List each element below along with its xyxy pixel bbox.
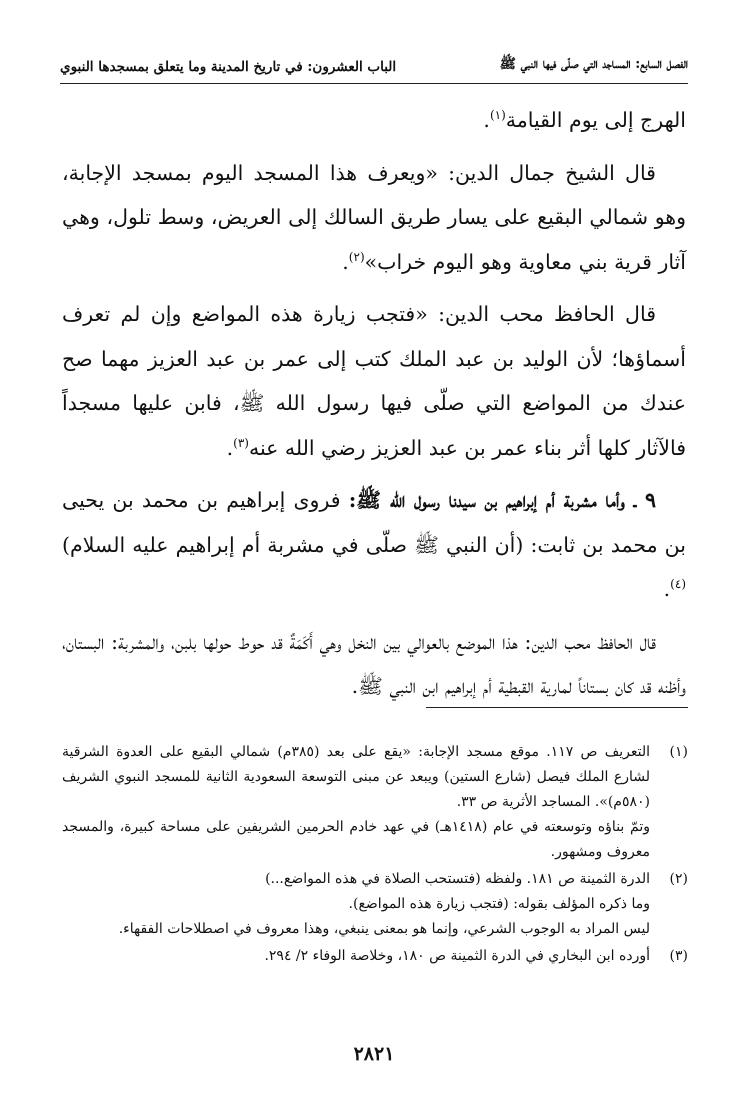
footnote-number: (٢) (669, 871, 688, 887)
footnote-line: وتمّ بناؤه وتوسعته في عام (١٤١٨هـ) في عهد خادم الحرمين الشريفين على مساحة كبيرة، والمسجد معروف ومشهور. (62, 819, 650, 860)
footnote-ref-4: (٤) (670, 577, 686, 592)
footnotes (62, 740, 688, 969)
footnote-ref-3: (٣) (233, 435, 249, 450)
paragraph-4 (62, 478, 686, 612)
running-header (60, 46, 688, 84)
paragraph-3-text: قال الحافظ محب الدين: «فتجب زيارة هذه المواضع وإن لم تعرف أسماؤها؛ لأن الوليد بن عبد الملك كتب إلى عمر بن عبد العزيز مهما صح عندك من المواضع التي صلّى فيها رسول الله ﷺ، فابن عليها مسجداً فالآثار كلها أثر بناء عمر بن عبد العزيز رضي الله عنه (62, 302, 686, 460)
paragraph-3-end: . (226, 435, 234, 460)
paragraph-3 (62, 292, 686, 470)
footnote-separator (426, 707, 688, 708)
paragraph-1-end: . (483, 108, 490, 132)
paragraph-4-end: . (663, 577, 671, 601)
footnote-ref-1: (١) (489, 108, 506, 123)
footnote-number: (٣) (669, 948, 688, 964)
footnote-number: (١) (669, 744, 688, 760)
section-title: الباب العشرون: في تاريخ المدينة وما يتعلق بمسجدها النبوي (60, 59, 397, 75)
section-heading-9: ٩ ـ وأما مشربة أم إبراهيم بن سيدنا رسول الله ﷺ: (348, 488, 656, 512)
main-text (62, 98, 686, 709)
footnote-body (62, 740, 650, 865)
footnote-body (62, 944, 650, 969)
paragraph-5 (62, 620, 686, 709)
footnote-3 (62, 944, 688, 969)
footnote-2 (62, 867, 688, 942)
page-number: ٢٨٢١ (353, 1043, 395, 1065)
paragraph-2-end: . (342, 249, 349, 274)
footnote-line: الدرة الثمينة ص ١٨١. ولفظه (فتستحب الصلاة في هذه المواضع...) (265, 871, 650, 887)
paragraph-1-text: الهرج إلى يوم القيامة (505, 108, 686, 132)
footnote-1 (62, 740, 688, 865)
paragraph-2 (62, 151, 686, 285)
footnote-line: ليس المراد به الوجوب الشرعي، وإنما هو بمعنى ينبغي، وهذا معروف في اصطلاحات الفقهاء. (118, 921, 650, 937)
footnote-body (62, 867, 650, 942)
footnote-line: وما ذكره المؤلف بقوله: (فتجب زيارة هذه المواضع). (348, 896, 650, 912)
footnote-line: أورده ابن البخاري في الدرة الثمينة ص ١٨٠، وخلاصة الوفاء ٢/ ٢٩٤. (264, 948, 650, 964)
footnote-line: التعريف ص ١١٧. موقع مسجد الإجابة: «يقع على بعد (٣٨٥م) شمالي البقيع على العدوة الشرقية لشارع الملك فيصل (شارع الستين) ويبعد عن مبنى التوسعة السعودية الثانية للمسجد النبوي الشريف (٥٨٠م)». المساجد الأثرية ص ٣٣. (62, 744, 650, 810)
paragraph-4-text: فروى إبراهيم بن محمد بن يحيى بن محمد بن ثابت: (أن النبي ﷺ صلّى في مشربة أم إبراهيم عليه السلام) (62, 488, 686, 557)
paragraph-5-text: قال الحافظ محب الدين: هذا الموضع بالعوالي بين النخل وهي أَكَمَةٌ قد حوط حولها بلبن، والمشربة: البستان، وأظنه قد كان بستاناً لمارية القبطية أم إبراهيم ابن النبي ﷺ. (62, 629, 686, 698)
footnote-ref-2: (٢) (348, 249, 365, 264)
chapter-title: الفصل السابع: المساجد التي صلّى فيها النبي ﷺ (499, 56, 688, 72)
paragraph-2-text: قال الشيخ جمال الدين: «ويعرف هذا المسجد اليوم بمسجد الإجابة، وهو شمالي البقيع على يسار طريق السالك إلى العريض، وسط تلول، وهي آثار قرية بني معاوية وهو اليوم خراب» (62, 160, 686, 274)
paragraph-1 (62, 98, 686, 143)
